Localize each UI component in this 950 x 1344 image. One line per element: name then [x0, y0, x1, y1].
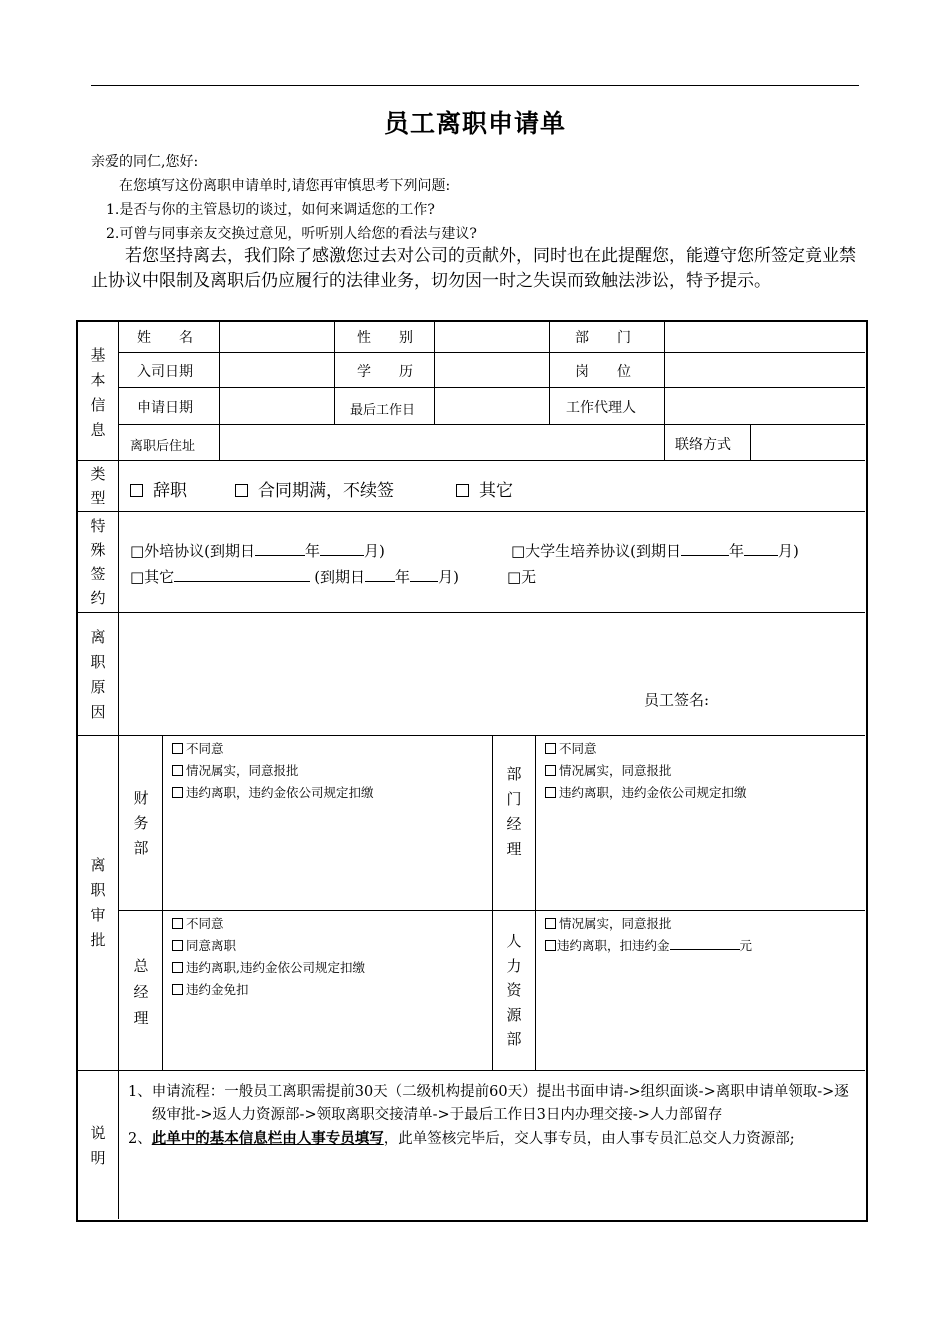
- notes-content: [128, 1081, 860, 1151]
- finance-option[interactable]: [172, 760, 374, 782]
- hr-option[interactable]: [545, 935, 752, 957]
- note-2-prefix: 2、: [128, 1131, 152, 1147]
- option-label: 不同意: [559, 741, 597, 756]
- finance-dept-label: [130, 786, 152, 861]
- department-label: 部 门: [575, 330, 631, 346]
- graduate-training-option: [511, 540, 799, 561]
- divider: [77, 612, 865, 613]
- divider: [535, 736, 536, 1070]
- note-2: [128, 1127, 860, 1151]
- divider: [334, 321, 335, 424]
- divider: [77, 1070, 865, 1071]
- no-contract-option[interactable]: □无: [507, 568, 537, 586]
- divider: [162, 736, 163, 1070]
- year-blank[interactable]: [681, 555, 729, 556]
- divider: [77, 735, 865, 736]
- type-label-text: 类型: [90, 465, 106, 507]
- last-work-day-label: 最后工作日: [350, 403, 416, 418]
- divider: [434, 321, 435, 424]
- divider: [219, 321, 220, 460]
- finance-option[interactable]: [172, 782, 374, 804]
- dept-manager-options: [545, 738, 747, 804]
- checkbox-icon: [545, 918, 556, 929]
- penalty-amount-blank[interactable]: [670, 949, 740, 950]
- other-contract-blank[interactable]: [174, 581, 310, 582]
- checkbox-icon: [545, 787, 556, 798]
- option-label: 不同意: [186, 741, 224, 756]
- checkbox-icon: [545, 765, 556, 776]
- checkbox-icon: [545, 940, 556, 951]
- page-title: 员工离职申请单: [383, 109, 566, 138]
- checkbox-icon: [456, 484, 469, 497]
- reason-label-text: 离职原因: [90, 628, 106, 721]
- finance-options: [172, 738, 374, 804]
- checkbox-icon: [172, 940, 183, 951]
- option-label: 违约离职，违约金依公司规定扣缴: [186, 785, 374, 800]
- hr-option[interactable]: [545, 913, 752, 935]
- dept-manager-label-text: 部门经理: [506, 765, 522, 858]
- basic-info-label: [87, 343, 109, 443]
- type-option-contract-end-label: 合同期满，不续签: [258, 481, 394, 501]
- finance-dept-label-text: 财务部: [133, 789, 149, 857]
- type-option-contract-end[interactable]: [235, 476, 394, 501]
- month-blank[interactable]: [320, 555, 364, 556]
- special-contract-label-text: 特殊签约: [90, 517, 106, 607]
- general-manager-label: [130, 953, 152, 1031]
- position-label: 岗 位: [575, 364, 631, 380]
- notes-label-text: 说明: [90, 1124, 106, 1167]
- dept-manager-label: [503, 762, 525, 862]
- type-option-other[interactable]: [456, 476, 513, 501]
- dept-manager-option[interactable]: [545, 760, 747, 782]
- checkbox-icon: [545, 743, 556, 754]
- general-manager-label-text: 总经理: [133, 957, 149, 1027]
- dept-manager-option[interactable]: [545, 782, 747, 804]
- checkbox-icon: [172, 962, 183, 973]
- divider: [77, 511, 865, 512]
- month-blank[interactable]: [410, 581, 438, 582]
- month-label: 月): [778, 542, 799, 560]
- other-contract-option[interactable]: □其它: [130, 568, 175, 586]
- year-label: 年: [305, 542, 321, 560]
- divider: [119, 352, 865, 353]
- contact-label: 联络方式: [675, 437, 731, 453]
- option-label: 不同意: [186, 916, 224, 931]
- divider: [664, 321, 665, 460]
- dept-manager-option[interactable]: [545, 738, 747, 760]
- general-manager-options: [172, 913, 365, 1001]
- option-label: 违约金免扣: [186, 982, 249, 997]
- year-blank[interactable]: [365, 581, 395, 582]
- option-label: 违约离职，扣违约金: [557, 938, 670, 953]
- type-label: [87, 462, 109, 510]
- question-1: 1.是否与你的主管恳切的谈过，如何来调适您的工作?: [106, 202, 435, 218]
- gm-option[interactable]: [172, 979, 365, 1001]
- year-label: 年: [395, 568, 411, 586]
- checkbox-icon: [172, 765, 183, 776]
- agent-label: 工作代理人: [566, 400, 636, 416]
- hr-options: [545, 913, 752, 957]
- gm-option[interactable]: [172, 935, 365, 957]
- type-option-resign[interactable]: [130, 476, 187, 501]
- month-blank[interactable]: [744, 555, 778, 556]
- employee-signature-label: 员工签名:: [644, 691, 710, 709]
- month-label: 月): [438, 568, 459, 586]
- gm-option[interactable]: [172, 913, 365, 935]
- year-blank[interactable]: [255, 555, 305, 556]
- month-label: 月): [364, 542, 385, 560]
- approval-label: [87, 853, 109, 953]
- note-1: 1、申请流程：一般员工离职需提前30天（二级机构提前60天）提出书面申请->组织面谈->离职申请单领取->逐级审批->返人力资源部->领取离职交接清单->于最后工作日3日内办理交接->人力部留存: [128, 1084, 849, 1123]
- note-2-emphasis: 此单中的基本信息栏由人事专员填写: [151, 1130, 384, 1147]
- divider: [77, 460, 865, 461]
- reminder-paragraph: 若您坚持离去，我们除了感激您过去对公司的贡献外，同时也在此提醒您，能遵守您所签定竟业禁止协议中限制及离职后仍应履行的法律业务，切勿因一时之失误而致触法涉讼，特予提示。: [91, 246, 856, 291]
- basic-info-label-text: 基本信息: [90, 346, 106, 439]
- special-contract-line-2: [130, 566, 459, 587]
- currency-unit: 元: [739, 938, 753, 953]
- intro-lead: 在您填写这份离职申请单时,请您再审慎思考下列问题:: [119, 178, 451, 194]
- question-2: 2.可曾与同事亲友交换过意见，听听别人给您的看法与建议?: [106, 226, 477, 242]
- divider: [118, 321, 119, 1219]
- divider: [492, 736, 493, 1070]
- notes-label: [87, 1121, 109, 1171]
- hr-dept-label: [503, 929, 525, 1052]
- option-label: 情况属实，同意报批: [559, 916, 672, 931]
- divider: [750, 424, 751, 460]
- special-contract-line-1: [130, 540, 385, 561]
- overseas-training-option[interactable]: □外培协议(到期日: [130, 542, 256, 560]
- approval-label-text: 离职审批: [90, 856, 106, 949]
- address-after-label: 离职后住址: [130, 439, 196, 454]
- reason-label: [87, 625, 109, 725]
- option-label: 情况属实，同意报批: [559, 763, 672, 778]
- checkbox-icon: [172, 918, 183, 929]
- type-option-other-label: 其它: [479, 481, 513, 501]
- name-label: 姓 名: [137, 330, 193, 346]
- checkbox-icon: [172, 787, 183, 798]
- gm-option[interactable]: [172, 957, 365, 979]
- note-2-rest: ，此单签核完毕后，交人事专员，由人事专员汇总交人力资源部;: [383, 1131, 795, 1147]
- option-label: 同意离职: [186, 938, 237, 953]
- checkbox-icon: [172, 984, 183, 995]
- checkbox-icon: [130, 484, 143, 497]
- year-label: 年: [729, 542, 745, 560]
- apply-date-label: 申请日期: [137, 400, 193, 416]
- expiry-label: (到期日: [314, 568, 366, 586]
- greeting: 亲爱的同仁,您好:: [91, 154, 199, 170]
- gender-label: 性 别: [357, 330, 413, 346]
- finance-option[interactable]: [172, 738, 374, 760]
- special-contract-label: [87, 514, 109, 610]
- education-label: 学 历: [357, 364, 413, 380]
- checkbox-icon: [172, 743, 183, 754]
- divider: [119, 424, 865, 425]
- checkbox-icon: [235, 484, 248, 497]
- divider: [549, 321, 550, 424]
- hr-dept-label-text: 人力资源部: [506, 932, 522, 1048]
- join-date-label: 入司日期: [137, 364, 193, 380]
- header-rule: [91, 85, 859, 86]
- type-option-resign-label: 辞职: [153, 481, 187, 501]
- divider: [119, 387, 865, 388]
- divider: [119, 910, 865, 911]
- graduate-training-label[interactable]: □大学生培养协议(到期日: [511, 542, 682, 560]
- option-label: 违约离职,违约金依公司规定扣缴: [186, 960, 365, 975]
- option-label: 情况属实，同意报批: [186, 763, 299, 778]
- option-label: 违约离职，违约金依公司规定扣缴: [559, 785, 747, 800]
